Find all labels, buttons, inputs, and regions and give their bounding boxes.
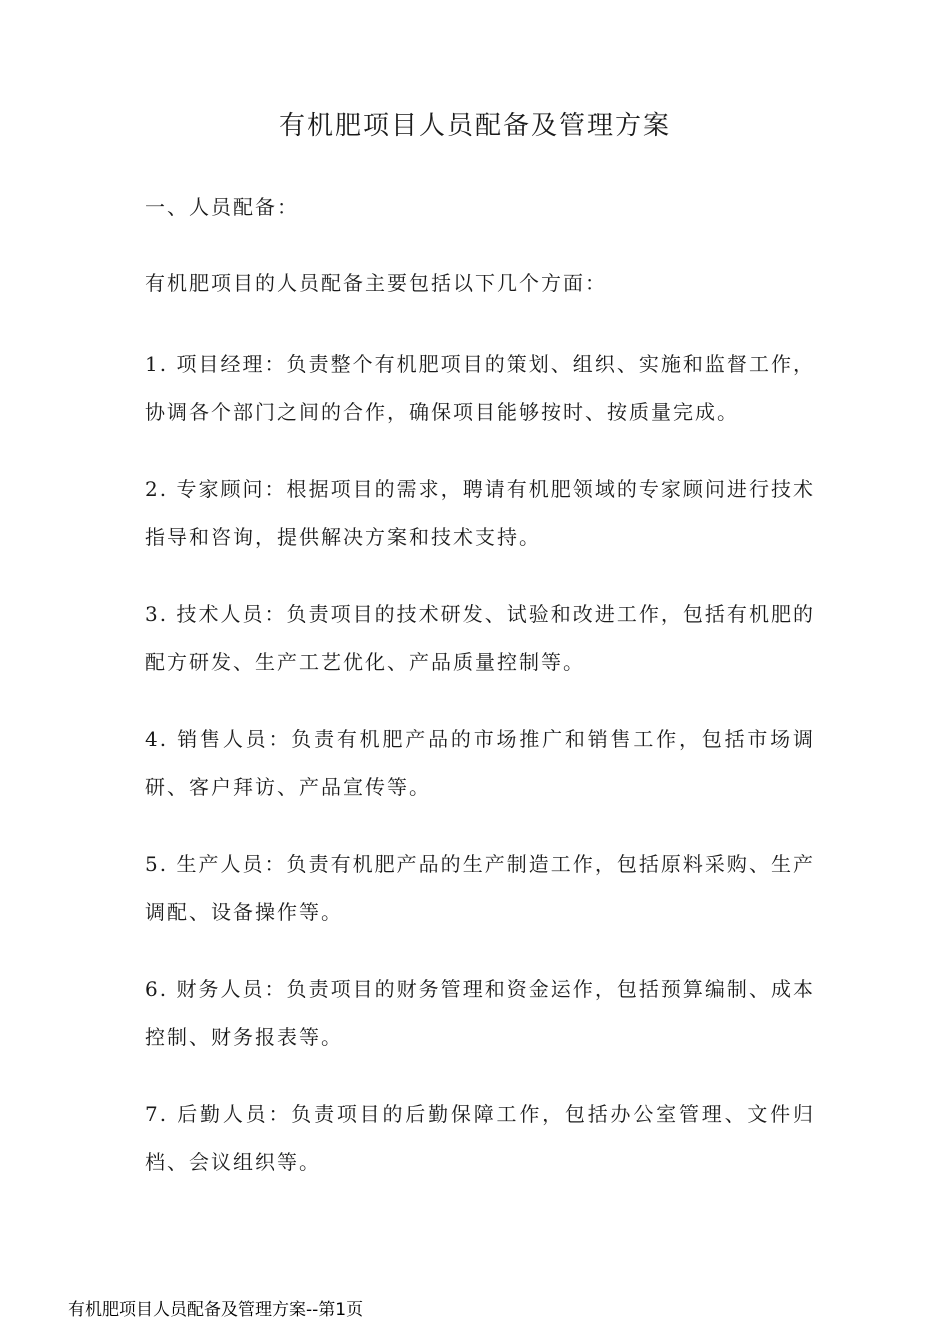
role-item-finance-staff: 6. 财务人员：负责项目的财务管理和资金运作，包括预算编制、成本控制、财务报表等。 <box>145 977 815 1049</box>
role-item-production-staff: 5. 生产人员：负责有机肥产品的生产制造工作，包括原料采购、生产调配、设备操作等。 <box>145 852 815 924</box>
intro-paragraph: 有机肥项目的人员配备主要包括以下几个方面： <box>145 271 607 295</box>
role-item-project-manager: 1. 项目经理：负责整个有机肥项目的策划、组织、实施和监督工作，协调各个部门之间的合作，确保项目能够按时、按质量完成。 <box>145 352 815 424</box>
document-title: 有机肥项目人员配备及管理方案 <box>278 111 671 141</box>
section-heading: 一、人员配备： <box>145 195 299 219</box>
page-footer: 有机肥项目人员配备及管理方案--第1页 <box>68 1300 364 1320</box>
role-item-logistics-staff: 7. 后勤人员：负责项目的后勤保障工作，包括办公室管理、文件归档、会议组织等。 <box>145 1102 815 1174</box>
role-item-technical-staff: 3. 技术人员：负责项目的技术研发、试验和改进工作，包括有机肥的配方研发、生产工艺优化、产品质量控制等。 <box>145 602 815 674</box>
role-item-sales-staff: 4. 销售人员：负责有机肥产品的市场推广和销售工作，包括市场调研、客户拜访、产品宣传等。 <box>145 727 815 799</box>
roles-list <box>145 340 815 1215</box>
role-item-expert-advisor: 2. 专家顾问：根据项目的需求，聘请有机肥领域的专家顾问进行技术指导和咨询，提供解决方案和技术支持。 <box>145 477 815 549</box>
